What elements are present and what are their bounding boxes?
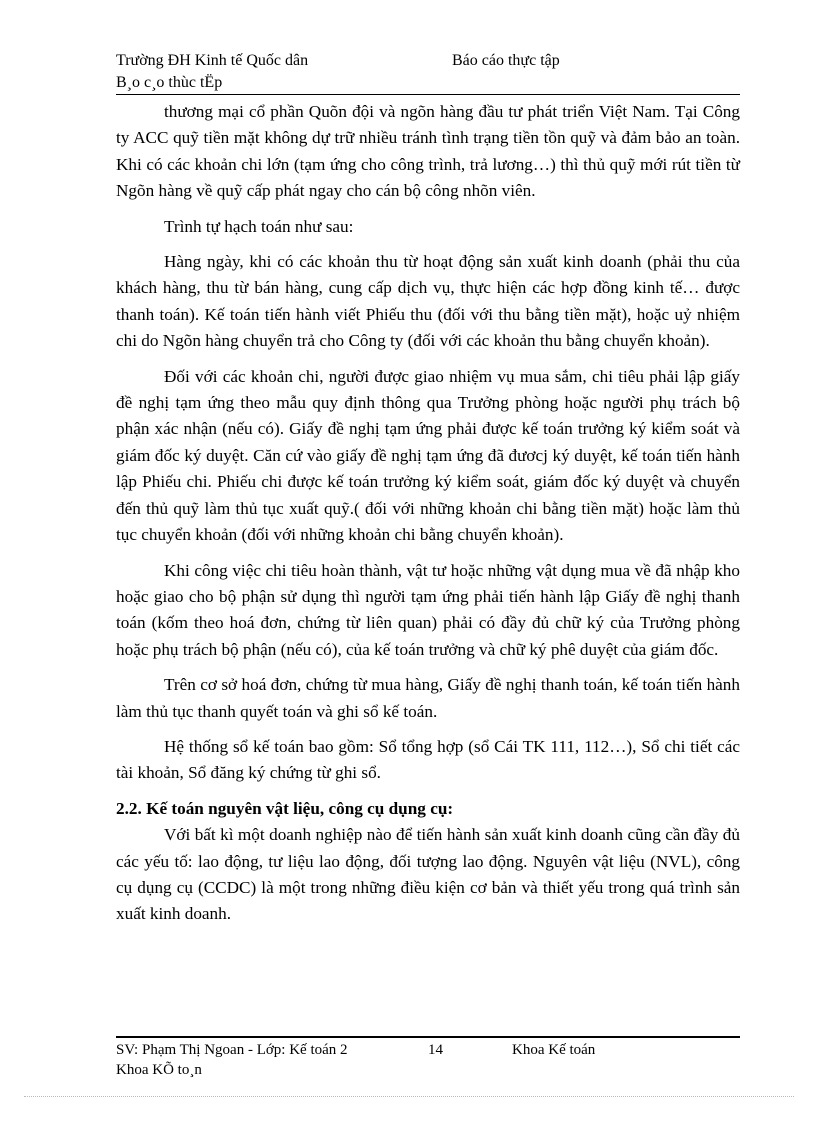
paragraph-procedure-intro: Trình tự hạch toán như sau: [164, 216, 354, 236]
paragraph-payments: Đối với các khoản chi, người được giao nhiệm vụ mua sắm, chi tiêu phải lập giấy đề nghị tạm ứng theo mẫu quy định thông qua Trưởng phòng hoặc người phụ trách bộ phận xác nhận (nếu có). Giấy đề nghị tạm ứng phải được kế toán trưởng ký kiểm soát và giám đốc ký duyệt. Căn cứ vào giấy đề nghị tạm ứng đã đươcj ký duyệt, kế toán tiến hành lập Phiếu chi. Phiếu chi được kế toán trưởng ký kiểm soát, giám đốc ký duyệt và chuyển đến thủ quỹ làm thủ tục xuất quỹ.( đối với những khoản chi bằng tiền mặt) hoặc làm thủ tục chuyển khoản (đối với những khoản chi bằng chuyển khoản). [116, 366, 740, 545]
header-school-name: Trường ĐH Kinh tế Quốc dân [116, 52, 309, 69]
page-edge-divider [24, 1096, 794, 1097]
page-number: 14 [428, 1042, 443, 1058]
paragraph-settlement: Khi công việc chi tiêu hoàn thành, vật tư hoặc những vật dụng mua về đã nhập kho hoặc giao cho bộ phận sử dụng thì người tạm ứng phải tiến hành lập Giấy đề nghị thanh toán (kốm theo hoá đơn, chứng từ liên quan) phải có đầy đủ chữ ký của Trưởng phòng hoặc phụ trách bộ phận (nếu có), của kế toán trưởng và chữ ký phê duyệt của giám đốc. [116, 560, 740, 659]
footer-garbled-faculty: Khoa KÕ to¸n [116, 1062, 202, 1078]
page-header [116, 50, 740, 94]
paragraph-final-settlement: Trên cơ sở hoá đơn, chứng từ mua hàng, Giấy đề nghị thanh toán, kế toán tiến hành làm thủ tục thanh quyết toán và ghi sổ kế toán. [116, 675, 740, 721]
section-heading: 2.2. Kế toán nguyên vật liệu, công cụ dụng cụ: [116, 798, 454, 818]
footer-divider [116, 1036, 740, 1038]
paragraph-materials-intro: Với bất kì một doanh nghiệp nào để tiến hành sản xuất kinh doanh cũng cần đầy đủ các yếu tố: lao động, tư liệu lao động, đối tượng lao động. Nguyên vật liệu (NVL), công cụ dụng cụ (CCDC) là một trong những điều kiện cơ bản và thiết yếu trong quá trình sản xuất kinh doanh. [116, 825, 740, 924]
header-divider [116, 94, 740, 95]
footer-student: SV: Phạm Thị Ngoan - Lớp: Kế toán 2 [116, 1042, 348, 1058]
footer-faculty: Khoa Kế toán [512, 1042, 596, 1058]
paragraph-receipts: Hàng ngày, khi có các khoản thu từ hoạt động sản xuất kinh doanh (phải thu của khách hàng, thu từ bán hàng, cung cấp dịch vụ, thực hiện các hợp đồng kinh tế… được thanh toán). Kế toán tiến hành viết Phiếu thu (đối với thu bằng tiền mặt), hoặc uỷ nhiệm chi do Ngõn hàng chuyển trả cho Công ty (đối với các khoản thu bằng chuyển khoản). [116, 252, 740, 351]
header-report-title: Báo cáo thực tập [452, 52, 560, 69]
footer-top-line [116, 1040, 740, 1060]
header-garbled-title: B¸o c¸o thùc tËp [116, 74, 223, 91]
paragraph-ledger-system: Hệ thống sổ kế toán bao gồm: Sổ tổng hợp (sổ Cái TK 111, 112…), Sổ chi tiết các tài khoản, Sổ đăng ký chứng từ ghi sổ. [116, 736, 740, 783]
paragraph-cash-fund: thương mại cổ phần Quõn đội và ngõn hàng đầu tư phát triển Việt Nam. Tại Công ty ACC quỹ tiền mặt không dự trữ nhiều tránh tình trạng tiền tồn quỹ và đảm bảo an toàn. Khi có các khoản chi lớn (tạm ứng cho công trình, trả lương…) thì thủ quỹ mới rút tiền từ Ngõn hàng về quỹ cấp phát ngay cho cán bộ công nhõn viên. [116, 102, 740, 201]
header-top-line [116, 50, 740, 72]
document-body [116, 99, 740, 928]
page-footer [116, 1040, 740, 1080]
